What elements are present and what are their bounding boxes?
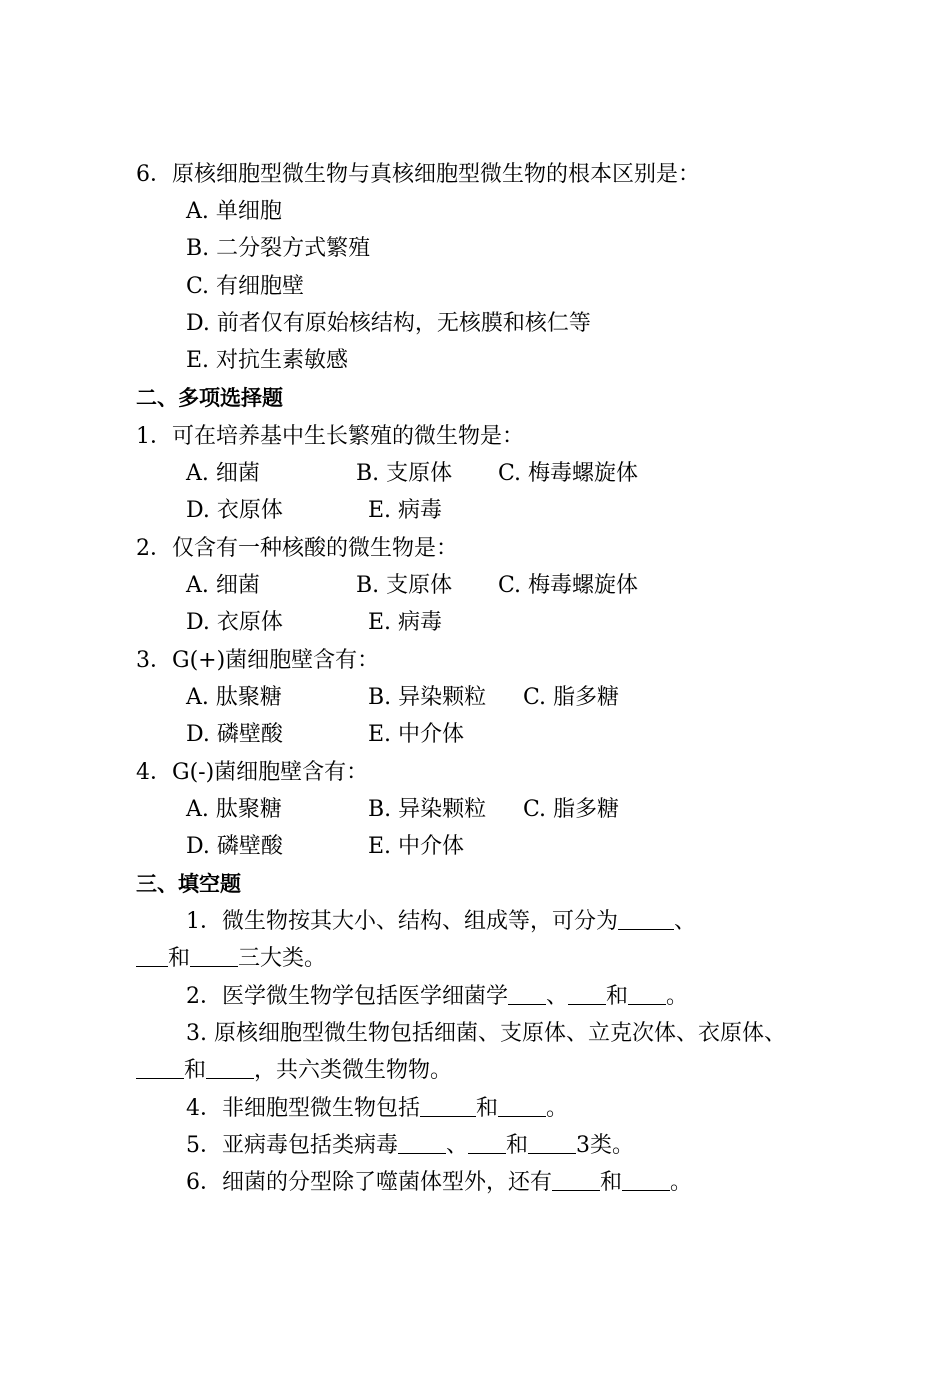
option-e: E. 对抗生素敏感 xyxy=(186,348,349,373)
fill-question-3-continued xyxy=(136,1052,452,1089)
conjunction: 和 xyxy=(476,1096,499,1121)
option-c: C. 梅毒螺旋体 xyxy=(498,573,639,598)
fill-question-3-tail: ，共六类微生物物。 xyxy=(254,1058,453,1083)
option-e: E. 病毒 xyxy=(368,498,443,523)
option-b: B. 异染颗粒 xyxy=(368,685,487,710)
option-d: D. 磷壁酸 xyxy=(186,834,283,859)
fill-question-2 xyxy=(186,978,688,1015)
option-d: D. 前者仅有原始核结构，无核膜和核仁等 xyxy=(186,311,591,336)
period: 。 xyxy=(666,984,689,1009)
answer-blank[interactable] xyxy=(628,982,666,1005)
fill-question-6-text: 6．细菌的分型除了噬菌体型外，还有 xyxy=(186,1170,552,1195)
option-e: E. 中介体 xyxy=(368,834,465,859)
separator: 、 xyxy=(446,1133,469,1158)
mc-question-2-stem: 2．仅含有一种核酸的微生物是： xyxy=(136,536,458,561)
fill-question-6 xyxy=(186,1164,692,1201)
option-e: E. 病毒 xyxy=(368,610,443,635)
option-a: A. 细菌 xyxy=(186,573,260,598)
answer-blank[interactable] xyxy=(420,1094,476,1117)
section-3-heading: 三、填空题 xyxy=(136,872,241,896)
fill-question-1 xyxy=(186,903,696,940)
conjunction: 和 xyxy=(506,1133,529,1158)
fill-question-1-tail: 三大类。 xyxy=(238,946,327,971)
fill-question-1-continued xyxy=(136,940,326,977)
option-b: B. 二分裂方式繁殖 xyxy=(186,236,371,261)
fill-question-2-text: 2．医学微生物学包括医学细菌学 xyxy=(186,984,508,1009)
fill-question-3 xyxy=(186,1015,786,1052)
option-d: D. 磷壁酸 xyxy=(186,722,283,747)
answer-blank[interactable] xyxy=(508,982,546,1005)
conjunction: 和 xyxy=(606,984,629,1009)
option-c: C. 梅毒螺旋体 xyxy=(498,461,639,486)
option-a: A. 肽聚糖 xyxy=(186,797,282,822)
option-a: A. 单细胞 xyxy=(186,199,282,224)
option-e: E. 中介体 xyxy=(368,722,465,747)
answer-blank[interactable] xyxy=(498,1094,546,1117)
fill-question-5-text: 5．亚病毒包括类病毒 xyxy=(186,1133,398,1158)
mc-question-3-stem: 3．G(+)菌细胞壁含有： xyxy=(136,648,380,673)
fill-question-3-text: 3. 原核细胞型微生物包括细菌、支原体、立克次体、衣原体、 xyxy=(186,1021,786,1046)
answer-blank[interactable] xyxy=(528,1131,576,1154)
answer-blank[interactable] xyxy=(190,944,238,967)
option-c: C. 脂多糖 xyxy=(523,685,620,710)
option-b: B. 支原体 xyxy=(356,573,453,598)
answer-blank[interactable] xyxy=(136,944,168,967)
option-b: B. 支原体 xyxy=(356,461,453,486)
period: 。 xyxy=(546,1096,569,1121)
option-a: A. 肽聚糖 xyxy=(186,685,282,710)
conjunction: 和 xyxy=(600,1170,623,1195)
period: 。 xyxy=(670,1170,693,1195)
answer-blank[interactable] xyxy=(552,1168,600,1191)
option-c: C. 脂多糖 xyxy=(523,797,620,822)
answer-blank[interactable] xyxy=(206,1056,254,1079)
fill-question-1-text: 1．微生物按其大小、结构、组成等，可分为 xyxy=(186,909,618,934)
answer-blank[interactable] xyxy=(618,907,674,930)
question-6-stem: 6．原核细胞型微生物与真核细胞型微生物的根本区别是： xyxy=(136,162,700,187)
section-2-heading: 二、多项选择题 xyxy=(136,386,283,410)
conjunction: 和 xyxy=(168,946,191,971)
fill-question-4-text: 4．非细胞型微生物包括 xyxy=(186,1096,420,1121)
answer-blank[interactable] xyxy=(136,1056,184,1079)
answer-blank[interactable] xyxy=(468,1131,506,1154)
mc-question-1-stem: 1．可在培养基中生长繁殖的微生物是： xyxy=(136,424,524,449)
separator: 、 xyxy=(546,984,569,1009)
answer-blank[interactable] xyxy=(398,1131,446,1154)
fill-question-4 xyxy=(186,1090,568,1127)
option-a: A. 细菌 xyxy=(186,461,260,486)
answer-blank[interactable] xyxy=(622,1168,670,1191)
option-d: D. 衣原体 xyxy=(186,498,283,523)
fill-question-5 xyxy=(186,1127,634,1164)
mc-question-4-stem: 4．G(-)菌细胞壁含有： xyxy=(136,760,369,785)
separator: 、 xyxy=(674,909,697,934)
conjunction: 和 xyxy=(184,1058,207,1083)
option-d: D. 衣原体 xyxy=(186,610,283,635)
option-c: C. 有细胞壁 xyxy=(186,274,305,299)
option-b: B. 异染颗粒 xyxy=(368,797,487,822)
answer-blank[interactable] xyxy=(568,982,606,1005)
fill-question-5-tail: 3类。 xyxy=(576,1133,635,1158)
